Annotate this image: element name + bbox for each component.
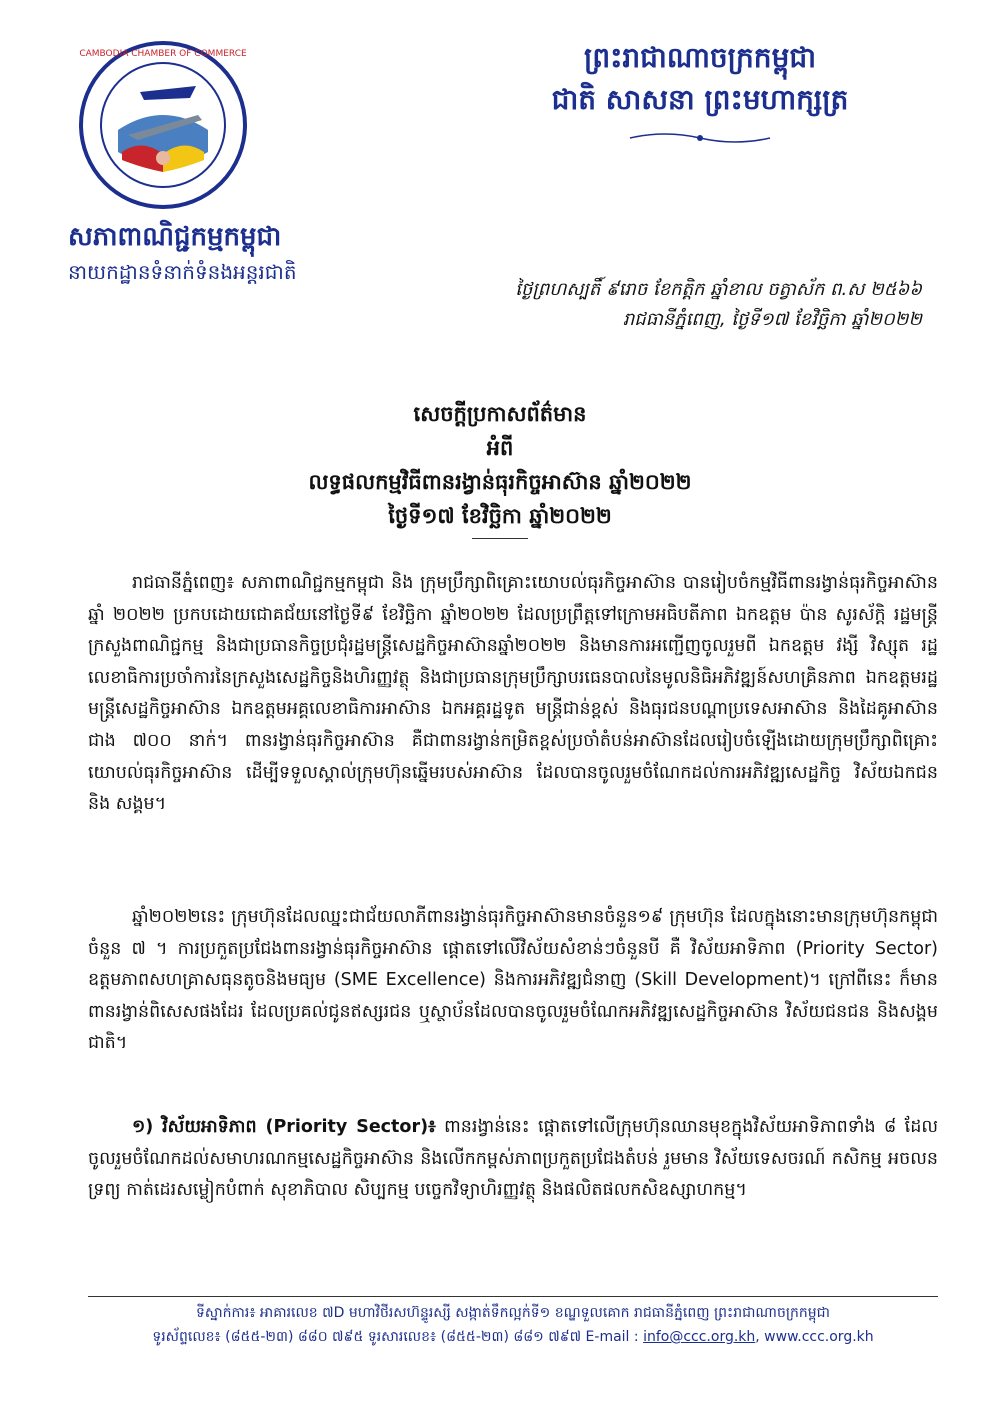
title-divider (472, 538, 528, 539)
footer-phone: ទូរស័ព្ទលេខ៖ (៨៥៥-២៣) ៨៨០ ៧៩៥ ទូរសារលេខ៖ (៨៥៥-២៣) ៨៨១ ៧៩៧ E-mail : (152, 1329, 639, 1345)
kingdom-heading: ព្រះរាជាណាចក្រកម្ពុជា (583, 41, 816, 74)
organization-name: សភាពាណិជ្ជកម្មកម្ពុជា (68, 222, 282, 252)
chamber-logo (78, 40, 248, 210)
logo-text: CAMBODIA CHAMBER OF COMMERCE (79, 49, 247, 59)
paragraph-2: ឆ្នាំ២០២២នេះ ក្រុមហ៊ុនដែលឈ្នះជាជ័យលាភីពានរង្វាន់ធុរកិច្ចអាស៊ានមានចំនួន១៩ ក្រុមហ៊ុន ដែលក្នុងនោះមានក្រុមហ៊ុនកម្ពុជាចំនួន ៧ ។ ការប្រកួតប្រជែងពានរង្វាន់ធុរកិច្ចអាស៊ាន ផ្តោតទៅលើវិស័យសំខាន់ៗចំនួនបី គឺ វិស័យអាទិភាព (Priority Sector) ឧត្តមភាពសហគ្រាសធុនតូចនិងមធ្យម (SME Excellence) និងការអភិវឌ្ឍជំនាញ (Skill Development)។ ក្រៅពីនេះ ក៏មានពានរង្វាន់ពិសេសផងដែរ ដែលប្រគល់ជូនឥស្សរជន ឬស្ថាប័នដែលបានចូលរួមចំណែកអភិវឌ្ឍសេដ្ឋកិច្ចអាស៊ាន វិស័យជនជន និងសង្គមជាតិ។ (88, 907, 938, 1054)
paragraph-3 (88, 1112, 938, 1207)
ornament-divider (620, 128, 780, 148)
footer-divider (88, 1296, 938, 1297)
footer-website[interactable]: , www.ccc.org.kh (755, 1329, 874, 1345)
title-date: ថ្ងៃទី១៧ ខែវិច្ឆិកា ឆ្នាំ២០២២ (388, 504, 612, 528)
footer-address: ទីស្នាក់ការ៖ អាគារលេខ ៧D មហាវិថីរសហ៊ន្ទូរស្សី សង្កាត់ទឹកល្អក់ទី១ ខណ្ឌទួលគោក រាជធានីភ្នំពេញ ព្រះរាជាណាចក្រកម្ពុជា (196, 1305, 830, 1321)
paragraph-1: រាជធានីភ្នំពេញ៖ សភាពាណិជ្ជកម្មកម្ពុជា និង ក្រុមប្រឹក្សាពិគ្រោះយោបល់ធុរកិច្ចអាស៊ាន បានរៀបចំកម្មវិធីពានរង្វាន់ធុរកិច្ចអាស៊ានឆ្នាំ ២០២២ ប្រកបដោយជោគជ័យនៅថ្ងៃទី៩ ខែវិច្ឆិកា ឆ្នាំ២០២២ ដែលប្រព្រឹត្តទៅក្រោមអធិបតីភាព ឯកឧត្តម ប៉ាន សូរស័ក្តិ រដ្ឋមន្ត្រីក្រសួងពាណិជ្ជកម្ម និងជាប្រធានកិច្ចប្រជុំរដ្ឋមន្ត្រីសេដ្ឋកិច្ចអាស៊ានឆ្នាំ២០២២ និងមានការអញ្ជើញចូលរួមពី ឯកឧត្តម វង្សី វិស្សុត រដ្ឋលេខាធិការប្រចាំការនៃក្រសួងសេដ្ឋកិច្ចនិងហិរញ្ញវត្ថុ និងជាប្រធានក្រុមប្រឹក្សាបរធេនបាលនៃមូលនិធិអភិវឌ្ឍន៍សហគ្រិនភាព ឯកឧត្តមរដ្ឋមន្ត្រីសេដ្ឋកិច្ចអាស៊ាន ឯកឧត្តមអគ្គលេខាធិការអាស៊ាន ឯកអគ្គរដ្ឋទូត មន្ត្រីជាន់ខ្ពស់ និងធុរជនបណ្តាប្រទេសអាស៊ាន និងដៃគូអាស៊ានជាង ៧០០ នាក់។ ពានរង្វាន់ធុរកិច្ចអាស៊ាន គឺជាពានរង្វាន់កម្រិតខ្ពស់ប្រចាំតំបន់អាស៊ានដែលរៀបចំឡើងដោយក្រុមប្រឹក្សាពិគ្រោះយោបល់ធុរកិច្ចអាស៊ាន ដើម្បីទទួលស្គាល់ក្រុមហ៊ុនឆ្នើមរបស់អាស៊ាន ដែលបានចូលរួមចំណែកដល់ការអភិវឌ្ឍសេដ្ឋកិច្ច វិស័យឯកជន និង សង្គម។ (88, 573, 938, 815)
paragraph-3-text: ពានរង្វាន់នេះ ផ្តោតទៅលើក្រុមហ៊ុនឈានមុខក្នុងវិស័យអាទិភាពទាំង ៨ ដែលចូលរួមចំណែកដល់សមាហរណកម្មសេដ្ឋកិច្ចអាស៊ាន និងលើកកម្ពស់ភាពប្រកួតប្រជែងតំបន់ រួមមាន វិស័យទេសចរណ៍ កសិកម្ម អចលនទ្រព្យ កាត់ដេរសម្លៀកបំពាក់ សុខាភិបាល សិប្បកម្ម បច្ចេកវិទ្យាហិរញ្ញវត្ថុ និងផលិតផលកសិឧស្សាហកម្ម។ (88, 1117, 938, 1201)
title-subject: លទ្ធផលកម្មវិធីពានរង្វាន់ធុរកិច្ចអាស៊ាន ឆ្នាំ២០២២ (308, 470, 692, 494)
lunar-date: ថ្ងៃព្រហស្បតិ៍ ៩រោច ខែកត្តិក ឆ្នាំខាល ចត្វាស័ក ព.ស ២៥៦៦ (515, 279, 922, 300)
footer-email-link[interactable]: info@ccc.org.kh (643, 1329, 756, 1345)
title-press-release: សេចក្តីប្រកាសព័ត៌មាន (413, 402, 587, 426)
footer-contact (88, 1326, 938, 1348)
organization-department: នាយកដ្ឋានទំនាក់ទំនងអន្តរជាតិ (68, 260, 297, 284)
solar-date: រាជធានីភ្នំពេញ, ថ្ងៃទី១៧ ខែវិច្ឆិកា ឆ្នាំ២០២២ (622, 309, 922, 330)
paragraph-3-lead: ១) វិស័យអាទិភាព (Priority Sector)៖ (132, 1117, 436, 1137)
title-about: អំពី (486, 436, 514, 460)
national-motto: ជាតិ សាសនា ព្រះមហាក្សត្រ (551, 83, 849, 116)
